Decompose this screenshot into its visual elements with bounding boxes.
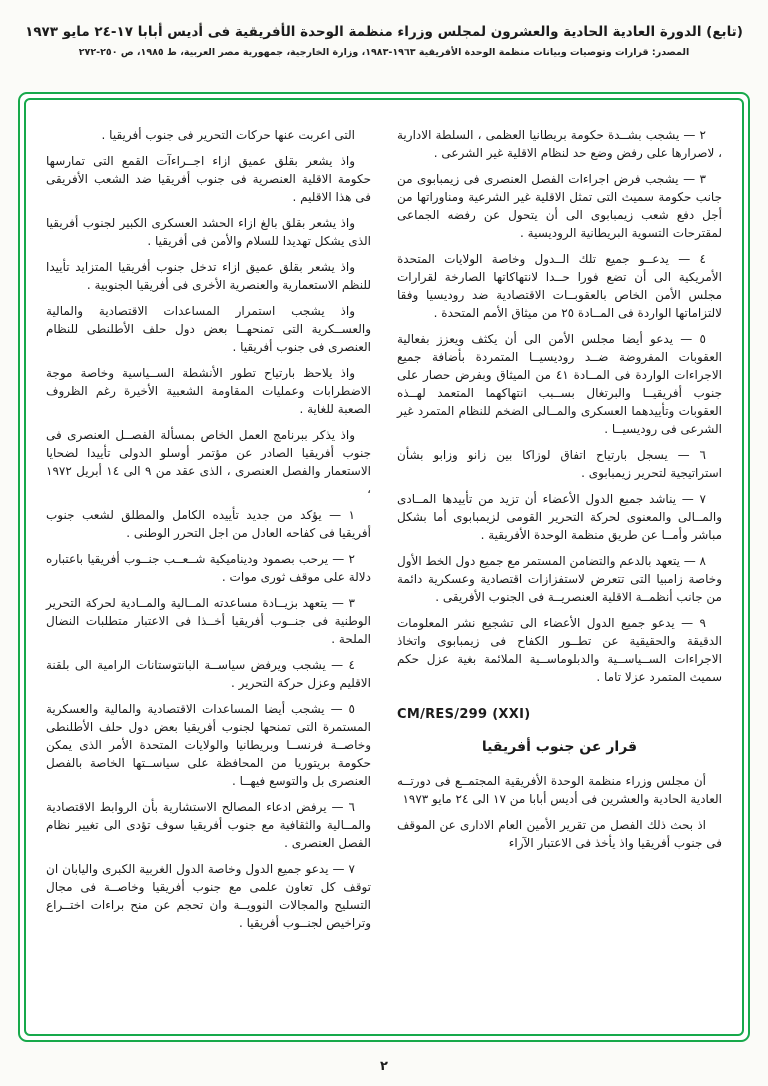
paragraph: ٢ — يرحب بصمود وديناميكية شــعــب جنــوب أفريقيا باعتباره دلالة على موقف ثورى موات . (46, 552, 371, 584)
paragraph: ٢ — يشجب بشــدة حكومة بريطانيا العظمى ، السلطة الادارية ، لاصرارها على رفض وضع حد لنظام الاقلية غير الشرعى . (397, 128, 722, 160)
green-frame-inner (24, 98, 744, 1036)
paragraph: اذ بحث ذلك الفصل من تقرير الأمين العام الادارى عن الموقف فى جنوب أفريقيا واذ يأخذ فى الاعتبار الآراء (397, 818, 722, 850)
paragraph: واذ يشعر بقلق بالغ ازاء الحشد العسكرى الكبير لجنوب أفريقيا الذى يشكل تهديدا للسلام والأمن فى أفريقيا . (46, 216, 371, 248)
paragraph: ٥ — يشجب أيضا المساعدات الاقتصادية والمالية والعسكرية المستمرة التى تمنحها لجنوب أفريقيا بعض دول حلف الأطلنطى وخاصــة فرنســا وبريطانيا والولايات المتحدة الأمر الذى يمكن حكومة بريتوريا من المحافظة على سياســتها الخاصة بالفصل العنصرى بل والتوسع فيهــا . (46, 702, 371, 788)
page-header (0, 0, 768, 58)
paragraph: أن مجلس وزراء منظمة الوحدة الأفريقية المجتمــع فى دورتــه العادية الحادية والعشرين فى أديس أبابا من ١٧ الى ٢٤ مايو ١٩٧٣ (397, 774, 722, 806)
paragraph: ٣ — يتعهد بزيــادة مساعدته المــالية والمــادية لحركة التحرير الوطنية فى جنــوب أفريقيا أخــذا فى الاعتبار متطلبات النضال الملحة . (46, 596, 371, 646)
resolution-reference: CM/RES/299 (XXI) (397, 707, 531, 722)
paragraph: ٤ — يدعــو جميع تلك الــدول وخاصة الولايات المتحدة الأمريكية الى أن تضع فورا حــدا لانتهاكاتها الصارخة لقرارات مجلس الأمن الخاص بالعقوبــات الاقتصادية ضد روديسيا وفقا لالتزاماتها الواردة فى المــادة ٢٥ من ميثاق الأمم المتحدة . (397, 252, 722, 320)
paragraph: واذ يشجب استمرار المساعدات الاقتصادية والمالية والعســكرية التى تمنحهــا بعض دول حلف الأطلنطى للنظام العنصرى فى جنوب أفريقيا . (46, 304, 371, 354)
paragraph: واذ يشعر بقلق عميق ازاء اجــراءآت القمع التى تمارسها حكومة الاقلية العنصرية فى جنوب أفريقيا ضد الشعب الأفريقى فى هذا الاقليم . (46, 154, 371, 204)
paragraph: ٩ — يدعو جميع الدول الأعضاء الى تشجيع نشر المعلومات الدقيقة والحقيقية عن تطــور الكفاح فى زيمبابوى واتخاذ الاجراءات الســياســية والدبلوماســية الملائمة بغية عزل حكم سميث المتمرد عزلا تاما . (397, 616, 722, 684)
resolution-title: قرار عن جنوب أفريقيا (481, 739, 638, 755)
paragraph: ٦ — يرفض ادعاء المصالح الاستشارية بأن الروابط الاقتصادية والمــالية والثقافية مع جنوب أفريقيا سوف تؤدى الى تغيير نظام الفصل العنصرى . (46, 800, 371, 850)
paragraph: ٣ — يشجب فرض اجراءات الفصل العنصرى فى زيمبابوى من جانب حكومة سميث التى تمثل الاقلية غير الشرعية ومناوراتها من أجل دفع شعب زيمبابوى الى أن يتحول عن رفضه الجماعى لمقترحات التسوية البريطانية الروديسية . (397, 172, 722, 240)
page-number: ٢ (380, 1059, 388, 1074)
paragraph: ٦ — يسجل بارتياح اتفاق لوزاكا بين زانو وزابو بشأن استراتيجية لتحرير زيمبابوى . (397, 448, 722, 480)
header-title: (تابع) الدورة العادية الحادية والعشرون لمجلس وزراء منظمة الوحدة الأفريقية فى أديس أبابا ١٧-٢٤ مايو ١٩٧٣ (25, 24, 743, 40)
header-source: المصدر: قرارات وتوصيات وبيانات منظمة الوحدة الأفريقية ١٩٦٣-١٩٨٣، وزارة الخارجية، جمهورية مصر العربية، ط ١٩٨٥، ص ٢٥٠-٢٧٢ (78, 47, 690, 58)
green-frame (18, 92, 750, 1042)
text-column-right (397, 126, 722, 1016)
text-column-left (46, 126, 371, 1016)
paragraph: ٥ — يدعو أيضا مجلس الأمن الى أن يكثف ويعزز بفعالية العقوبات المفروضة ضــد روديسيــا المتمردة بأضافة جميع الاجراءات الواردة فى المــادة ٤١ من الميثاق وبفرض حصار على جنوب أفريقيــا والبرتغال بســبب انتهاكهما المتعمد لهــذه العقوبات وتأييدهما العسكرى والمــالى الضخم للنظام المتمرد غير الشرعى فى روديسيــا . (397, 332, 723, 436)
paragraph: ٤ — يشجب ويرفض سياســة البانتوستانات الرامية الى بلقنة الاقليم وعزل حركة التحرير . (46, 658, 371, 690)
paragraph: ٧ — يدعو جميع الدول وخاصة الدول الغربية الكبرى واليابان ان توقف كل تعاون علمى مع جنوب أفريقيا وخاصــة فى مجال التسليح والمجالات النوويــة وان تحجم عن منح براءات اختــراع وتراخيص لجنــوب أفريقيا . (46, 862, 371, 930)
paragraph: التى اعربت عنها حركات التحرير فى جنوب أفريقيا . (101, 128, 355, 142)
text-columns (46, 126, 722, 1016)
paragraph: ٧ — يناشد جميع الدول الأعضاء أن تزيد من تأييدها المــادى والمــالى والمعنوى لحركة التحرير القومى لزيمبابوى أما بشكل مباشر وأمــا عن طريق منظمة الوحدة الأفريقية . (397, 492, 722, 542)
paragraph: واذ يذكر ببرنامج العمل الخاص بمسألة الفصــل العنصرى فى جنوب أفريقيا الصادر عن مؤتمر أوسلو الدولى تأييدا لضحايا الاستعمار والفصل العنصرى ، الذى عقد من ٩ الى ١٤ أبريل ١٩٧٢ ، (46, 428, 371, 496)
paragraph: ١ — يؤكد من جديد تأييده الكامل والمطلق لشعب جنوب أفريقيا فى كفاحه العادل من اجل التحرر الوطنى . (46, 508, 371, 540)
paragraph: واذ يلاحظ بارتياح تطور الأنشطة الســياسية وخاصة موجة الاضطرابات وعمليات المقاومة الشعبية الأخيرة رغم الظروف الصعبة للغاية . (46, 366, 371, 416)
paragraph: واذ يشعر بقلق عميق ازاء تدخل جنوب أفريقيا المتزايد تأييدا للنظم الاستعمارية والعنصرية الأخرى فى أفريقيا الجنوبية . (46, 260, 371, 292)
paragraph: ٨ — يتعهد بالدعم والتضامن المستمر مع جميع دول الخط الأول وخاصة زامبيا التى تتعرض لاستفزازات اقتصادية وعسكرية دائمة من جانب أنظمــة الاقلية العنصريــة فى الجنوب الأفريقى . (397, 554, 722, 604)
